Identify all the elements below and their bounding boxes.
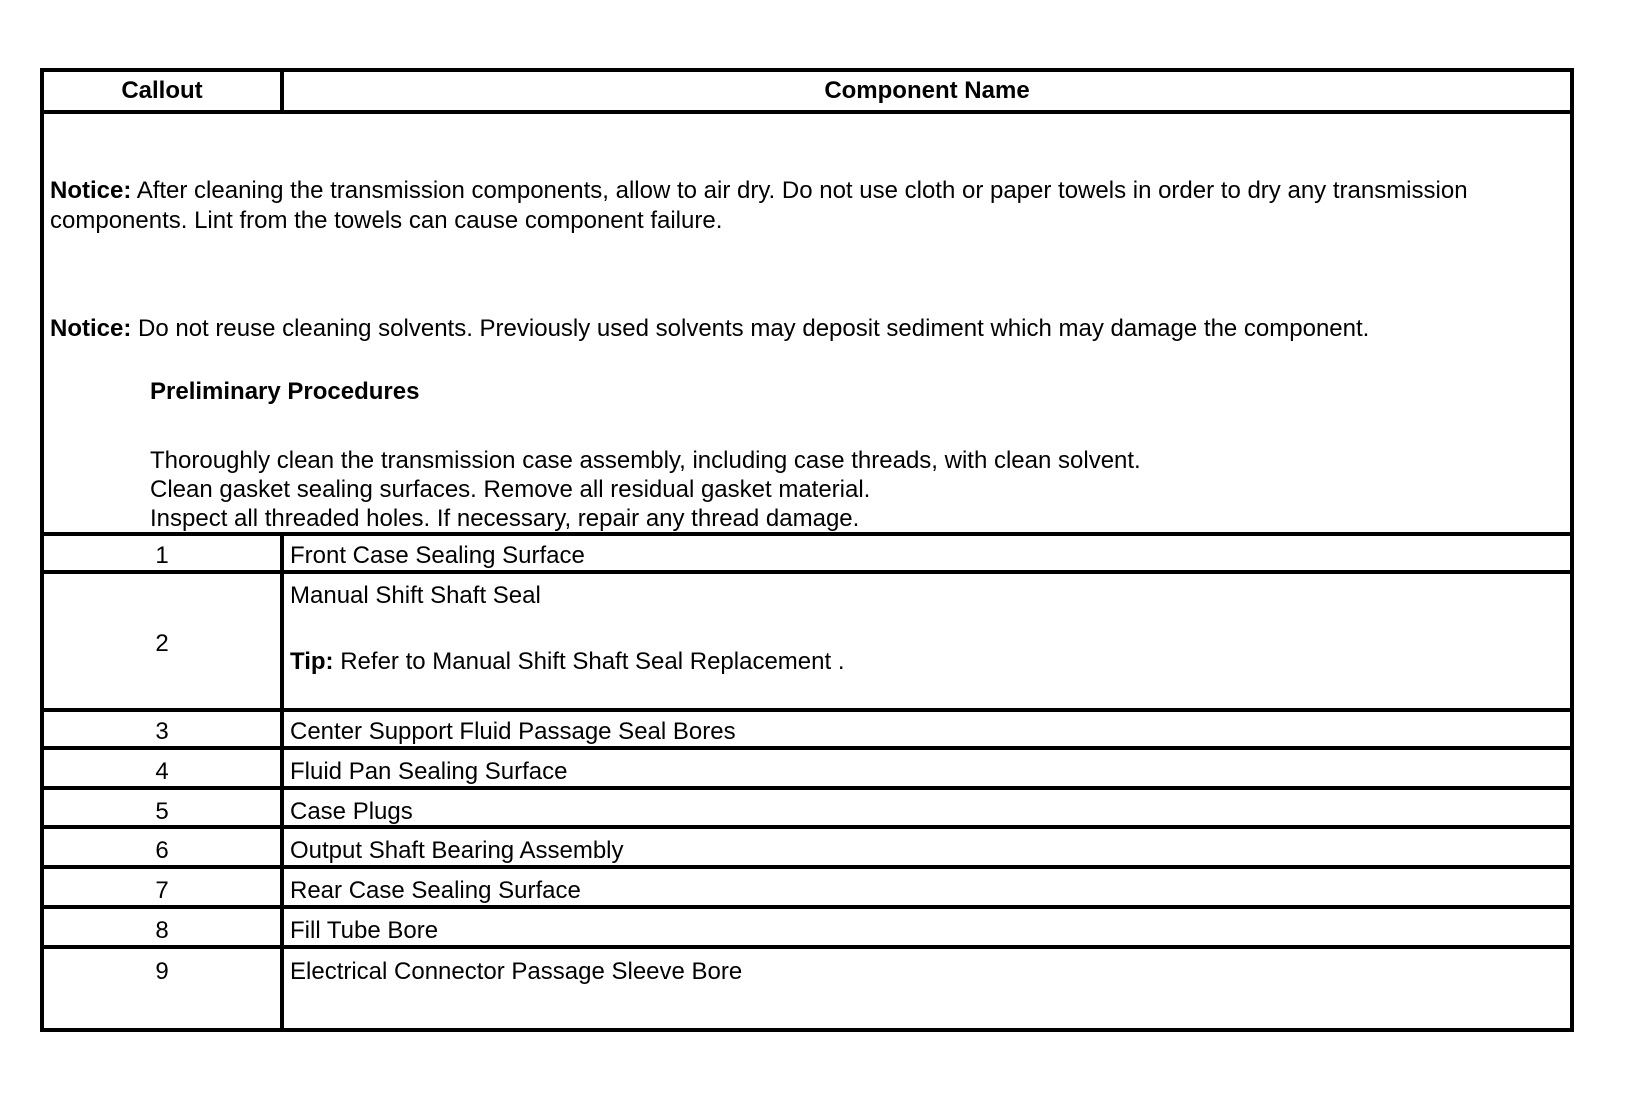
component-2-tip bbox=[290, 648, 1560, 676]
preliminary-steps bbox=[150, 446, 1560, 532]
callout-column-header: Callout bbox=[121, 77, 203, 104]
callout-6: 6 bbox=[155, 837, 169, 864]
callout-5: 5 bbox=[155, 798, 169, 825]
preliminary-step: Inspect all threaded holes. If necessary, repair any thread damage. bbox=[150, 505, 860, 532]
preliminary-step: Thoroughly clean the transmission case assembly, including case threads, with clean solvent. bbox=[150, 447, 1141, 474]
callout-9: 9 bbox=[155, 958, 169, 985]
callout-4: 4 bbox=[155, 758, 169, 785]
row-rule bbox=[44, 570, 1570, 574]
component-6: Output Shaft Bearing Assembly bbox=[290, 837, 624, 864]
callout-8: 8 bbox=[155, 917, 169, 944]
tip-text: Refer to Manual Shift Shaft Seal Replacement . bbox=[340, 648, 845, 675]
component-4: Fluid Pan Sealing Surface bbox=[290, 758, 568, 785]
row-rule bbox=[44, 825, 1570, 829]
row-rule bbox=[44, 746, 1570, 750]
notice-2-label: Notice: bbox=[50, 315, 132, 342]
row-rule bbox=[44, 905, 1570, 909]
notice-2 bbox=[50, 314, 1560, 344]
component-1: Front Case Sealing Surface bbox=[290, 542, 585, 569]
tip-label: Tip: bbox=[290, 648, 334, 675]
row-rule bbox=[44, 786, 1570, 790]
component-8: Fill Tube Bore bbox=[290, 917, 439, 944]
notice-1-label: Notice: bbox=[50, 177, 132, 204]
component-5: Case Plugs bbox=[290, 798, 413, 825]
component-7: Rear Case Sealing Surface bbox=[290, 877, 581, 904]
component-9: Electrical Connector Passage Sleeve Bore bbox=[290, 958, 743, 985]
callout-3: 3 bbox=[155, 718, 169, 745]
notices-bottom-rule bbox=[44, 532, 1570, 536]
header-divider bbox=[280, 72, 284, 112]
callout-2: 2 bbox=[155, 630, 169, 657]
component-3: Center Support Fluid Passage Seal Bores bbox=[290, 718, 736, 745]
row-rule bbox=[44, 865, 1570, 869]
component-2: Manual Shift Shaft Seal bbox=[290, 582, 541, 609]
component-table bbox=[40, 68, 1574, 1032]
callout-7: 7 bbox=[155, 877, 169, 904]
preliminary-step: Clean gasket sealing surfaces. Remove all residual gasket material. bbox=[150, 476, 871, 503]
notice-1-text: After cleaning the transmission components, allow to air dry. Do not use cloth or paper towels in order to dry any transmission components. Lint from the towels can cause component failure. bbox=[50, 177, 1468, 234]
row-rule bbox=[44, 945, 1570, 949]
row-rule bbox=[44, 708, 1570, 712]
component-name-column-header: Component Name bbox=[824, 77, 1030, 104]
header-bottom-rule bbox=[44, 110, 1570, 114]
preliminary-procedures-heading: Preliminary Procedures bbox=[150, 378, 420, 405]
row-divider bbox=[280, 532, 284, 1032]
notice-1 bbox=[50, 176, 1560, 236]
notice-2-text: Do not reuse cleaning solvents. Previously used solvents may deposit sediment which may damage the component. bbox=[138, 315, 1370, 342]
callout-1: 1 bbox=[155, 542, 169, 569]
